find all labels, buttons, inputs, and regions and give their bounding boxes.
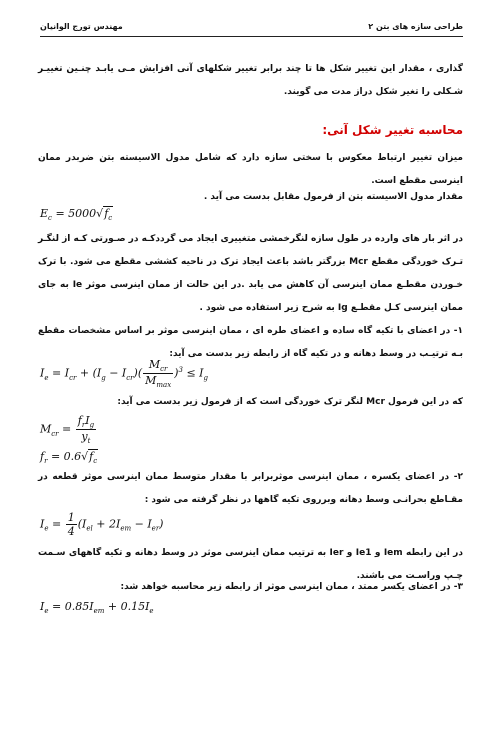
eq-ie1-num-sub: cr — [160, 365, 168, 374]
section-heading: محاسبه تغییر شکل آنی: — [322, 123, 463, 137]
eq-ie3-s2: e — [149, 607, 154, 616]
eq-ie1-close: )( — [133, 366, 143, 380]
eq-fr-lhs-sub: r — [44, 457, 48, 466]
equation-mcr — [40, 414, 97, 445]
equation-ie-3 — [40, 600, 154, 615]
header-author: مهندس تورج الوانیان — [40, 22, 123, 31]
eq-ie3-s1: em — [93, 607, 105, 616]
eq-ie1-plus: + (I — [79, 366, 102, 380]
eq-ie3-lhs: I — [40, 600, 45, 613]
eq-mcr-num-sub: r — [81, 421, 86, 430]
eq-mcr-num2-sub: g — [89, 421, 95, 430]
eq-mcr-eq: = — [62, 422, 72, 436]
paragraph-mcr: که در این فرمول Mcr لنگر ترک خوردگی است که از فرمول زیر بدست می آید: — [117, 397, 463, 407]
eq-mcr-num: f — [77, 414, 82, 427]
eq-ie1-lhs: I — [40, 366, 45, 380]
equation-ie-1 — [40, 358, 208, 389]
eq-ec-lhs: E — [40, 207, 49, 220]
eq-mcr-den: y — [81, 430, 88, 444]
eq-ec-radicand — [103, 206, 113, 223]
paragraph-case-3: ۳- در اعضای یکسر ممتد ، ممان اینرسی موثر از رابطه زیر محاسبه خواهد شد: — [120, 582, 463, 592]
eq-ie2-lhs: I — [40, 517, 45, 531]
eq-ie1-pow-sup: 3 — [178, 366, 183, 375]
eq-ie1-pow: ) — [174, 366, 179, 380]
paragraph-case-2: ۲- در اعضای یکسره ، ممان اینرسی موثربرابر با مقدار متوسط ممان اینرسی موثر قطعه در مقـاطع بحرانـی وسط دهانه وبرروی تکیه گاهها در نظر گرفته می شود : — [38, 472, 463, 505]
paragraph-modulus: مقدار مدول الاسیسته بتن از فرمول مقابل بدست می آید . — [203, 192, 463, 202]
eq-fr-rad-sub: c — [93, 457, 98, 466]
eq-ie1-cr2: cr — [126, 373, 134, 382]
eq-fr-rhs: = 0.6 — [50, 450, 82, 463]
paragraph-ie-terms: در این رابطه Iem و Ie1 و Ier به ترتیب ممان اینرسی موثر در وسط دهانه و تکیه گاههای سـمت چـپ وراسـت می باشند. — [38, 548, 463, 581]
eq-ie1-num: M — [148, 358, 161, 371]
eq-ie2-s2: em — [120, 524, 132, 533]
eq-mcr-lhs-sub: cr — [51, 429, 59, 438]
eq-fr-radicand — [88, 449, 98, 466]
eq-ie1-le: ≤ I — [186, 366, 204, 380]
eq-ie1-den: M — [145, 374, 157, 388]
eq-ie3-t2: + 0.15I — [107, 600, 150, 613]
eq-ie1-den-sub: max — [156, 381, 172, 390]
header-title: طراحی سازه های بتن ۲ — [368, 22, 463, 31]
eq-ie2-s3: er — [151, 524, 160, 533]
eq-ie2-lhs-sub: e — [44, 524, 49, 533]
eq-mcr-num2: I — [85, 414, 90, 427]
eq-ie1-minus: − I — [109, 366, 127, 380]
equation-ie-2 — [40, 511, 163, 538]
eq-ie1-lhs-sub: e — [44, 373, 49, 382]
paragraph-cracking: در اثر بار های وارده در طول سازه لنگرخمشی متغییری ایجاد می گرددکـه در صـورتی کـه از لنگـر تـرک خوردگی مقطع Mcr بزرگتر باشد باعث ایجاد ترک در ناحیه کششی مقطع می شود. با ترک خـوردن مقطـع ممان اینرسی آن کاهش می یابد .در این حالت از ممان اینرسی موثر Ie به جای ممان اینرسی کـل مقطـع Ig به شرح زیر استفاده می شود . — [38, 234, 464, 313]
eq-ie2-t3: − I — [134, 517, 152, 531]
eq-ec-rad-sub: c — [108, 214, 113, 223]
eq-ie1-le-sub: g — [203, 373, 208, 382]
eq-mcr-lhs: M — [40, 422, 52, 436]
eq-ie2-close: ) — [159, 517, 164, 531]
eq-fr-rad: f — [89, 450, 94, 463]
paragraph-stiffness: میزان تغییر ارتباط معکوس با سختی سازه دارد که شامل مدول الاسیسته بتن ضربدر ممان اینرسی مقطع است. — [38, 153, 463, 186]
eq-ie3-rhs: = 0.85I — [52, 600, 94, 613]
eq-ie1-icr-sub: cr — [69, 373, 77, 382]
eq-ec-rhs: = 5000 — [55, 207, 97, 220]
equation-fr: $f_r = 0.6√f_c$ — [40, 450, 98, 466]
eq-mcr-fraction — [76, 414, 96, 445]
eq-ie2-t2: + 2I — [96, 517, 121, 531]
paragraph-case-1: ۱- در اعضای با تکیه گاه ساده و اعضای طره ای ، ممان اینرسی موثر بر اساس مشخصات مقطع بـه ترتیـب در وسط دهانه و در تکیه گاه از رابطه زیر بدست می آید: — [38, 326, 463, 359]
eq-ec-rad: f — [104, 207, 109, 220]
eq-ie1-icr: = I — [52, 366, 70, 380]
eq-ie2-open: (I — [77, 517, 87, 531]
equation-ec: $E_c = 5000√f_c$ — [40, 207, 113, 223]
eq-ie2-den: 4 — [67, 525, 75, 538]
eq-ie2-num: 1 — [67, 511, 75, 524]
eq-ie2-s1: el — [86, 524, 93, 533]
eq-ie3-lhs-sub: e — [44, 607, 49, 616]
eq-fr-lhs: f — [40, 450, 45, 463]
eq-mcr-den-sub: t — [87, 437, 91, 446]
eq-ie2-fraction — [66, 511, 77, 538]
eq-ie1-g-sub: g — [101, 373, 106, 382]
eq-ec-lhs-sub: c — [48, 214, 52, 223]
page-header — [40, 22, 463, 37]
eq-ie1-fraction — [143, 358, 173, 389]
paragraph-intro: گذاری ، مقدار این تغییر شکل ها تا چند برابر تغییر شکلهای آنی افزایش مـی یابـد چنـین تغییـر شـکلی را تغیر شکل دراز مدت می گویند. — [38, 64, 463, 97]
eq-ie2-eq: = — [52, 517, 62, 531]
